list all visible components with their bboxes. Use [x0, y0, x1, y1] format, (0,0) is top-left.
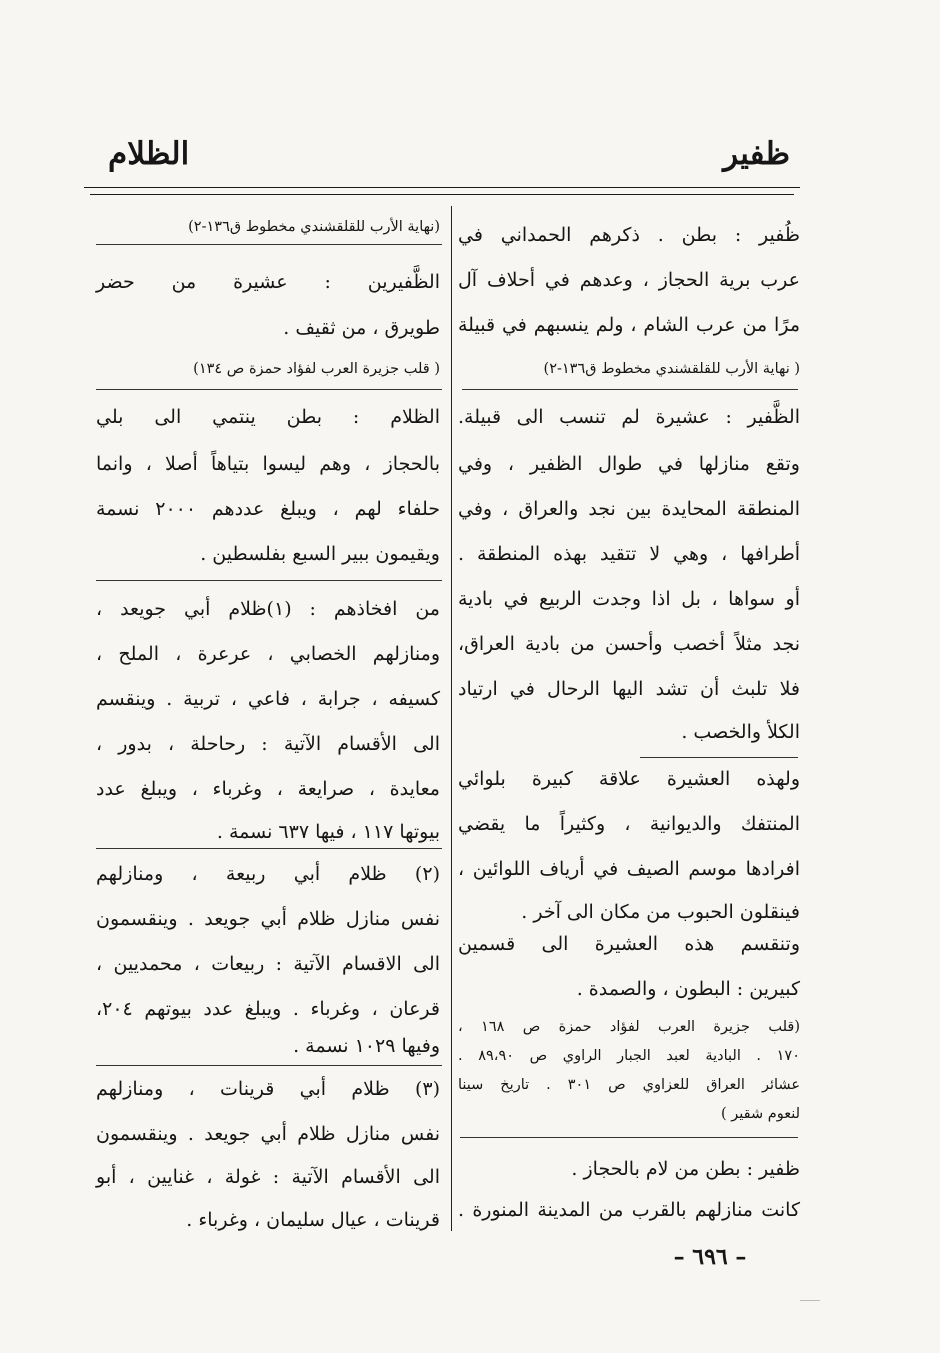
citation-rule: [96, 389, 442, 390]
text-line: المنطقة المحايدة بين نجد والعراق ، وفي: [458, 498, 800, 520]
header-rule: [84, 187, 800, 188]
text-line: مرًا من عرب الشام ، ولم ينسبهم في قبيلة: [458, 314, 800, 336]
running-head-right: ظفير: [723, 136, 790, 172]
text-line: أطرافها ، وهي لا تتقيد بهذه المنطقة .: [458, 543, 800, 565]
entry-al-zalam-headword-line: الظلام : بطن ينتمي الى بلي: [96, 406, 440, 428]
source-citation: (نهاية الأرب للقلقشندي مخطوط ق١٣٦-٢): [188, 219, 440, 235]
text-line: بيوتها ١١٧ ، فيها ٦٣٧ نسمة .: [216, 821, 440, 843]
source-citation: ( قلب جزيرة العرب لفؤاد حمزة ص ١٣٤): [193, 361, 440, 377]
text-line: معايدة ، صرايعة ، وغرباء ، ويبلغ عدد: [96, 778, 440, 800]
text-line: نفس منازل ظلام أبي جويعد . وينقسمون: [96, 1123, 440, 1145]
text-line: ولهذه العشيرة علاقة كبيرة بلوائي: [458, 768, 800, 790]
citation-rule: [460, 1137, 798, 1138]
entry-al-zafir-headword-line: الظَّفير : عشيرة لم تنسب الى قبيلة.: [458, 406, 800, 428]
text-line: (٢) ظلام أبي ربيعة ، ومنازلهم: [96, 863, 440, 885]
text-line: الى الأقسام الآتية : غولة ، غنايين ، أبو: [96, 1166, 440, 1188]
paragraph-rule: [640, 757, 798, 758]
text-line: (٣) ظلام أبي قرينات ، ومنازلهم: [96, 1078, 440, 1100]
text-line: الكلأ والخصب .: [681, 721, 800, 743]
text-line: وتنقسم هذه العشيرة الى قسمين: [458, 933, 800, 955]
text-line: من افخاذهم : (١)ظلام أبي جويعد ،: [96, 598, 440, 620]
text-line: حلفاء لهم ، ويبلغ عددهم ٢٠٠٠ نسمة: [96, 498, 440, 520]
paragraph-rule: [96, 580, 442, 581]
paragraph-rule: [96, 848, 442, 849]
running-head-left: الظلام: [108, 136, 190, 172]
text-line: ومنازلهم الخصابي ، عرعرة ، الملح ،: [96, 643, 440, 665]
text-line: كانت منازلهم بالقرب من المدينة المنورة .: [458, 1199, 800, 1221]
text-line: الى الاقسام الآتية : ربيعات ، محمديين ،: [96, 953, 440, 975]
page-number: – ٦٩٦ –: [673, 1244, 747, 1270]
text-line: أو سواها ، بل اذا وجدت الربيع في بادية: [458, 588, 800, 610]
text-line: نفس منازل ظلام أبي جويعد . وينقسمون: [96, 908, 440, 930]
source-citation: لنعوم شقير ): [721, 1106, 800, 1122]
text-line: المنتفك والديوانية ، وكثيراً ما يقضي: [458, 813, 800, 835]
citation-rule: [96, 244, 442, 245]
text-line: كبيرين : البطون ، والصمدة .: [576, 978, 800, 1000]
text-line: فلا تلبث أن تشد اليها الرحال في ارتياد: [458, 678, 800, 700]
citation-rule: [462, 389, 798, 390]
source-citation: عشائر العراق للعزاوي ص ٣٠١ . تاريخ سينا: [458, 1077, 800, 1093]
text-line: عرب برية الحجاز ، وعدهم في أحلاف آل: [458, 269, 800, 291]
text-line: كسيفه ، جرابة ، فاعي ، تربية . وينقسم: [96, 688, 440, 710]
page-blemish: [800, 1300, 820, 1302]
text-line: نجد مثلاً أخصب وأحسن من بادية العراق،: [458, 633, 800, 655]
text-line: طويرق ، من ثقيف .: [283, 317, 440, 339]
entry-al-zafirin-headword-line: الظَّفيرين : عشيرة من حضر: [96, 271, 440, 293]
text-line: بالحجاز ، وهم ليسوا بتياهاً أصلا ، وانما: [96, 453, 440, 475]
text-line: وتقع منازلها في طوال الظفير ، وفي: [458, 453, 800, 475]
paragraph-rule: [96, 1065, 442, 1066]
header-rule-thin: [90, 194, 794, 195]
text-line: فينقلون الحبوب من مكان الى آخر .: [521, 901, 800, 923]
text-line: قرعان ، وغرباء . ويبلغ عدد بيوتهم ٢٠٤،: [96, 998, 440, 1020]
source-citation: ( نهاية الأرب للقلقشندي مخطوط ق١٣٦-٢): [543, 361, 800, 377]
column-divider: [451, 206, 452, 1231]
text-line: قرينات ، عيال سليمان ، وغرباء .: [186, 1209, 440, 1231]
text-line: وفيها ١٠٢٩ نسمة .: [293, 1035, 440, 1057]
source-citation: ١٧٠ . البادية لعبد الجبار الراوي ص ٨٩،٩٠ .: [458, 1048, 800, 1064]
text-line: ويقيمون ببير السبع بفلسطين .: [200, 543, 440, 565]
entry-zufayr-headword-line: ظُفير : بطن . ذكرهم الحمداني في: [458, 224, 800, 246]
source-citation: (قلب جزيرة العرب لفؤاد حمزة ص ١٦٨ ،: [458, 1019, 800, 1035]
entry-zufayr-lam-headword-line: ظفير : بطن من لام بالحجاز .: [571, 1158, 800, 1180]
text-line: افرادها موسم الصيف في أرياف اللوائين ،: [458, 858, 800, 880]
text-line: الى الأقسام الآتية : رحاحلة ، بدور ،: [96, 733, 440, 755]
